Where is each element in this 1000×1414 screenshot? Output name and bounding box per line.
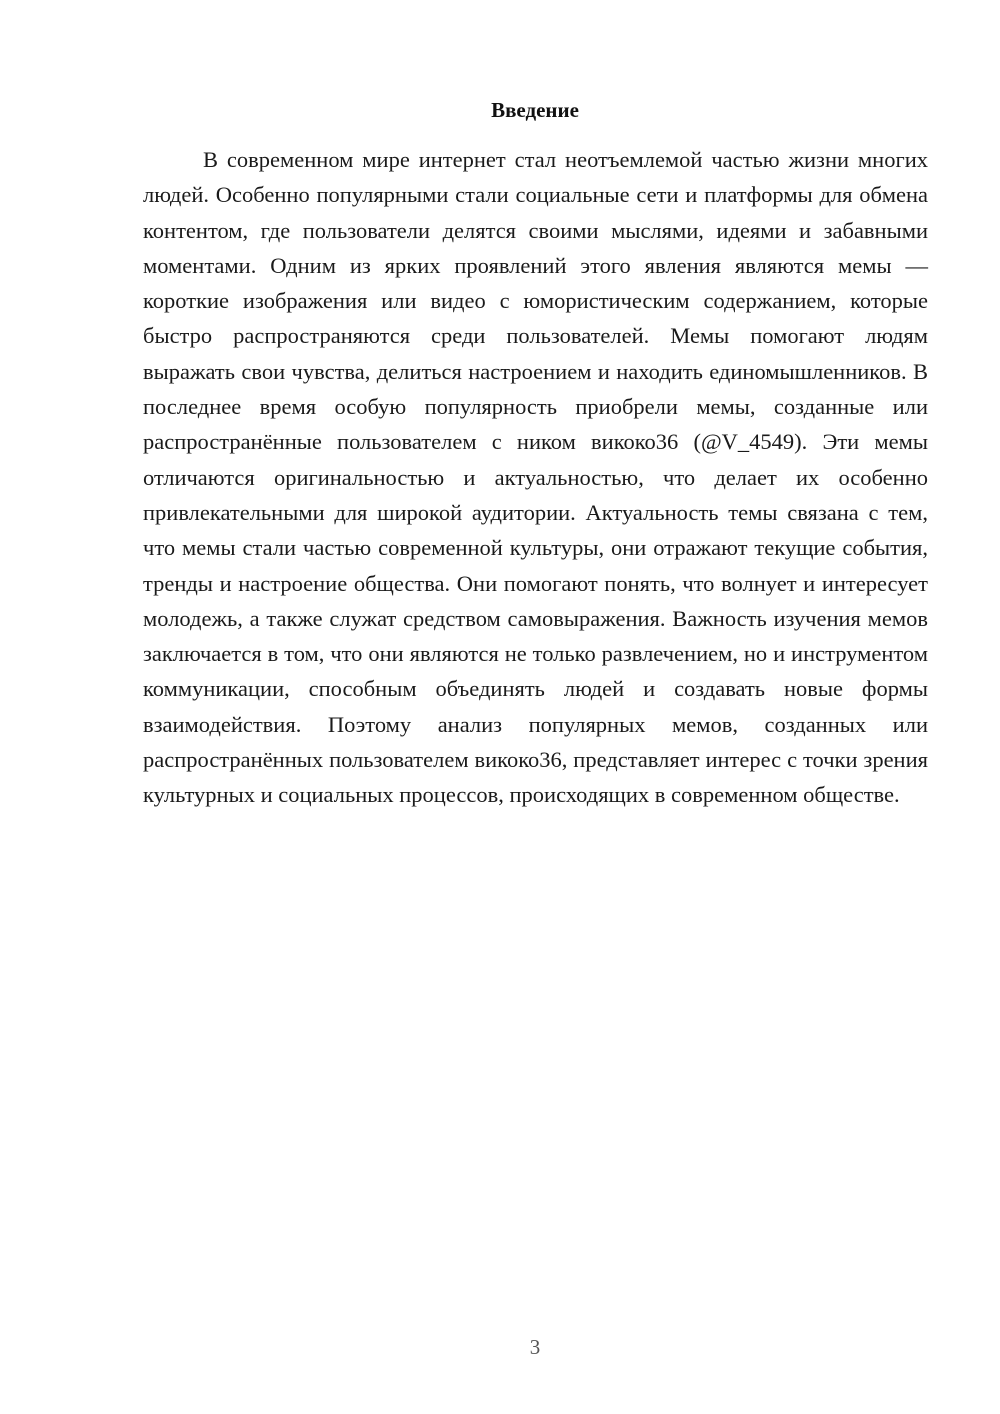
section-heading: Введение [491, 98, 579, 122]
page-number: 3 [529, 1335, 541, 1359]
body-paragraph: В современном мире интернет стал неотъемлемой частью жизни многих людей. Особенно популярными стали социальные сети и платформы для обмена контентом, где пользователи делятся своими мыслями, идеями и забавными моментами. Одним из ярких проявлений этого явления являются мемы — короткие изображения или видео с юмористическим содержанием, которые быстро распространяются среди пользователей. Мемы помогают людям выражать свои чувства, делиться настроением и находить единомышленников. В последнее время особую популярность приобрели мемы, созданные или распространённые пользователем с ником викоко36 (@V_4549). Эти мемы отличаются оригинальностью и актуальностью, что делает их особенно привлекательными для широкой аудитории. Актуальность темы связана с тем, что мемы стали частью современной культуры, они отражают текущие события, тренды и настроение общества. Они помогают понять, что волнует и интересует молодежь, а также служат средством самовыражения. Важность изучения мемов заключается в том, что они являются не только развлечением, но и инструментом коммуникации, способным объединять людей и создавать новые формы взаимодействия. Поэтому анализ популярных мемов, созданных или распространённых пользователем викоко36, представляет интерес с точки зрения культурных и социальных процессов, происходящих в современном обществе. [143, 147, 928, 808]
